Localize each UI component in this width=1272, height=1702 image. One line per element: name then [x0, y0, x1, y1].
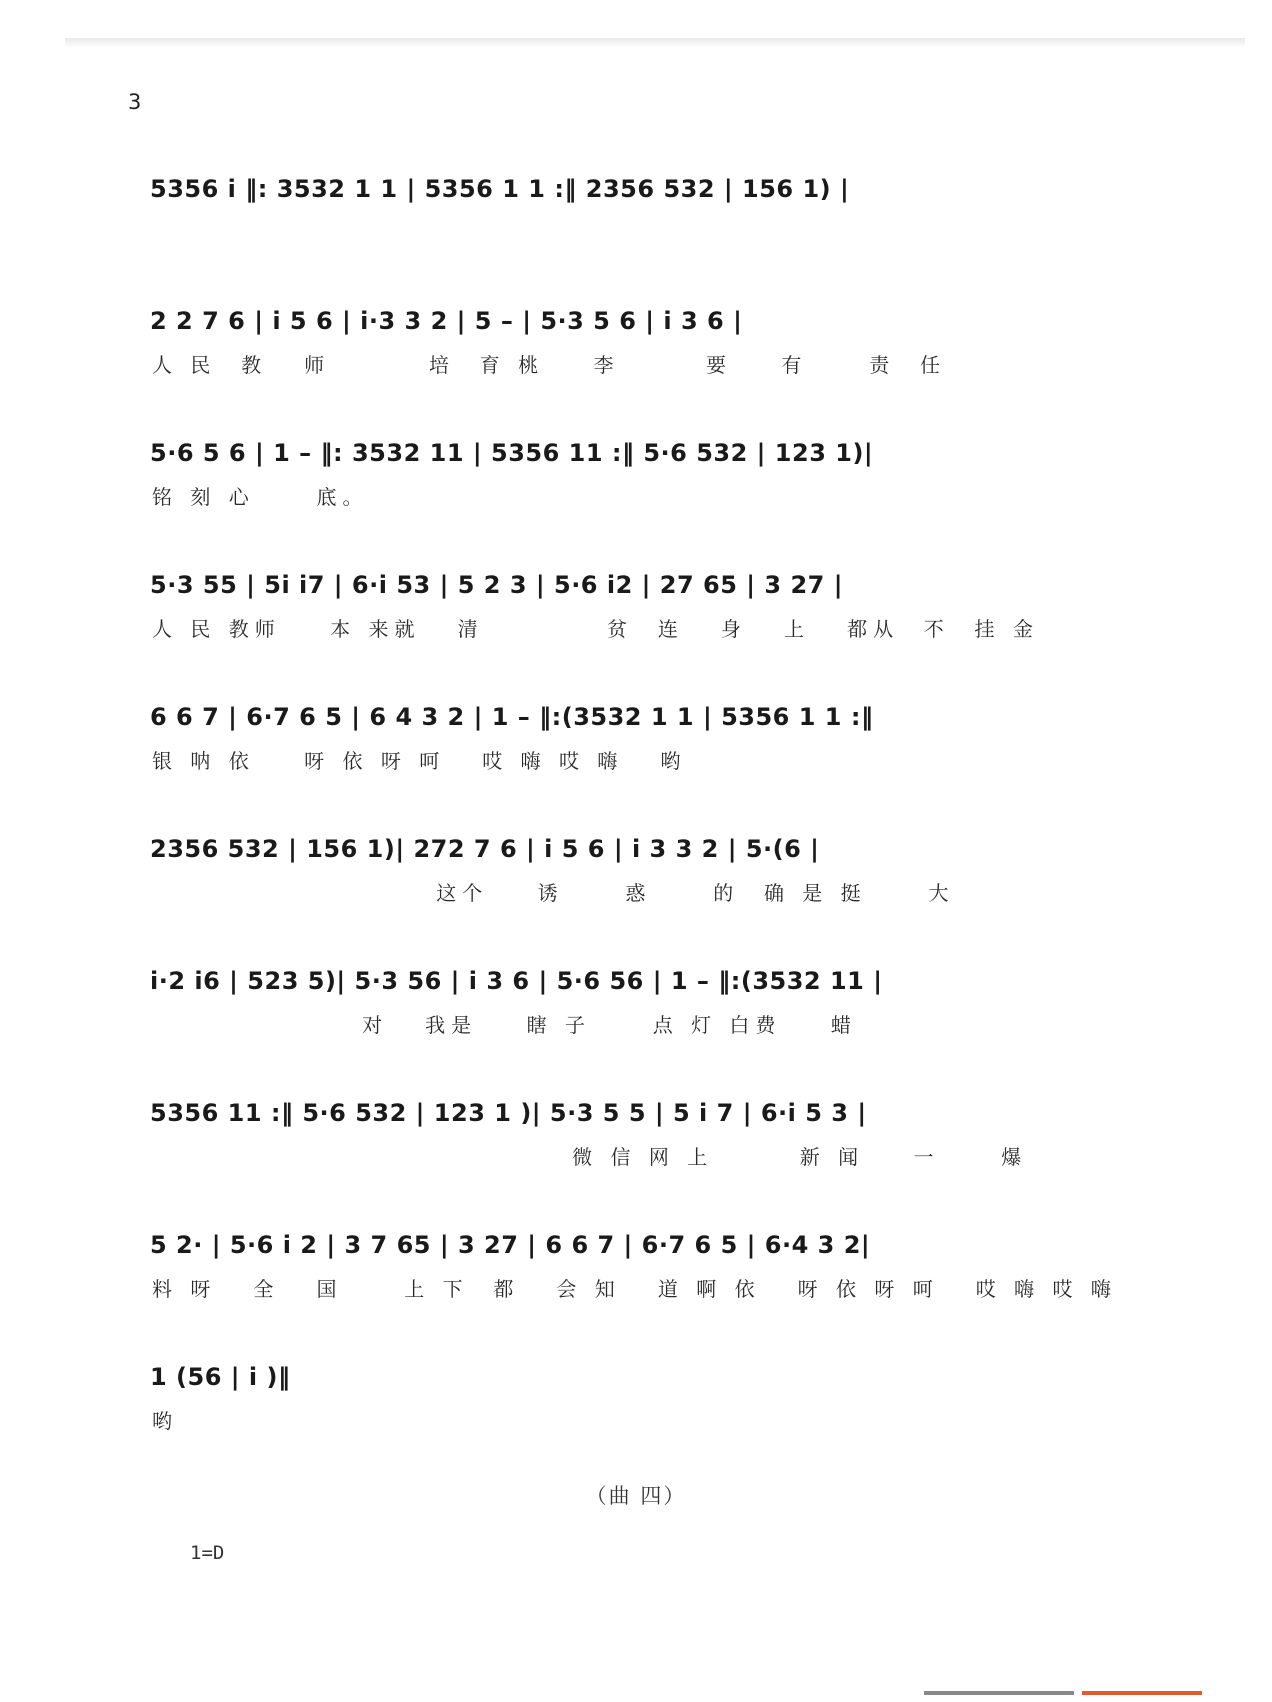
score-line [150, 1363, 1150, 1495]
lyrics-row: 微 信 网 上 新 闻 一 爆 [152, 1145, 1028, 1169]
lyrics-row: 人 民 教师 本 来就 清 贫 连 身 上 都从 不 挂 金 [152, 617, 1039, 641]
score-line [150, 703, 1150, 835]
score-line [150, 1231, 1150, 1363]
watermark-text-bar [924, 1691, 1074, 1695]
notation-row: 2356 532 | 156 1)| 272 7 6 | i 5 6 | i 3 3 2 | 5·(6 | [150, 835, 820, 863]
notation-row: 5356 i ‖: 3532 1 1 | 5356 1 1 :‖ 2356 532 | 156 1) | [150, 175, 850, 203]
lyrics-row: 哟 [152, 1409, 178, 1433]
scan-top-edge [65, 38, 1245, 48]
notation-row: 2 2 7 6 | i 5 6 | i·3 3 2 | 5 – | 5·3 5 6 | i 3 6 | [150, 307, 743, 335]
score-line [150, 439, 1150, 571]
notation-row: 6 6 7 | 6·7 6 5 | 6 4 3 2 | 1 – ‖:(3532 1 1 | 5356 1 1 :‖ [150, 703, 874, 731]
section-caption: （曲 四） [585, 1484, 687, 1508]
lyrics-row: 银 呐 依 呀 依 呀 呵 哎 嗨 哎 嗨 哟 [152, 749, 687, 773]
lyrics-row: 对 我是 瞎 子 点 灯 白费 蜡 [152, 1013, 857, 1037]
source-watermark [924, 1682, 1214, 1696]
notation-row: 1 (56 | i )‖ [150, 1363, 291, 1391]
notation-row: 5·3 55 | 5i i7 | 6·i 53 | 5 2 3 | 5·6 i2 | 27 65 | 3 27 | [150, 571, 843, 599]
lyrics-row: 铭 刻 心 底。 [152, 485, 369, 509]
lyrics-row: 料 呀 全 国 上 下 都 会 知 道 啊 依 呀 依 呀 呵 哎 嗨 哎 嗨 [152, 1277, 1117, 1301]
score-line [150, 571, 1150, 703]
lyrics-row: 人 民 教 师 培 育 桃 李 要 有 责 任 [152, 353, 946, 377]
score-line [150, 175, 1150, 307]
notation-row: 5356 11 :‖ 5·6 532 | 123 1 )| 5·3 5 5 | 5 i 7 | 6·i 5 3 | [150, 1099, 867, 1127]
numbered-musical-score [150, 175, 1150, 1495]
notation-row: i·2 i6 | 523 5)| 5·3 56 | i 3 6 | 5·6 56 | 1 – ‖:(3532 11 | [150, 967, 883, 995]
notation-row: 5 2· | 5·6 i 2 | 3 7 65 | 3 27 | 6 6 7 | 6·7 6 5 | 6·4 3 2| [150, 1231, 871, 1259]
key-signature: 1=D [190, 1542, 225, 1564]
score-line [150, 1099, 1150, 1231]
watermark-logo-bar [1082, 1691, 1202, 1695]
score-line [150, 967, 1150, 1099]
page-number: 3 [128, 90, 142, 114]
score-line [150, 307, 1150, 439]
lyrics-row: 这个 诱 惑 的 确 是 挺 大 [152, 881, 955, 905]
score-line [150, 835, 1150, 967]
notation-row: 5·6 5 6 | 1 – ‖: 3532 11 | 5356 11 :‖ 5·6 532 | 123 1)| [150, 439, 874, 467]
